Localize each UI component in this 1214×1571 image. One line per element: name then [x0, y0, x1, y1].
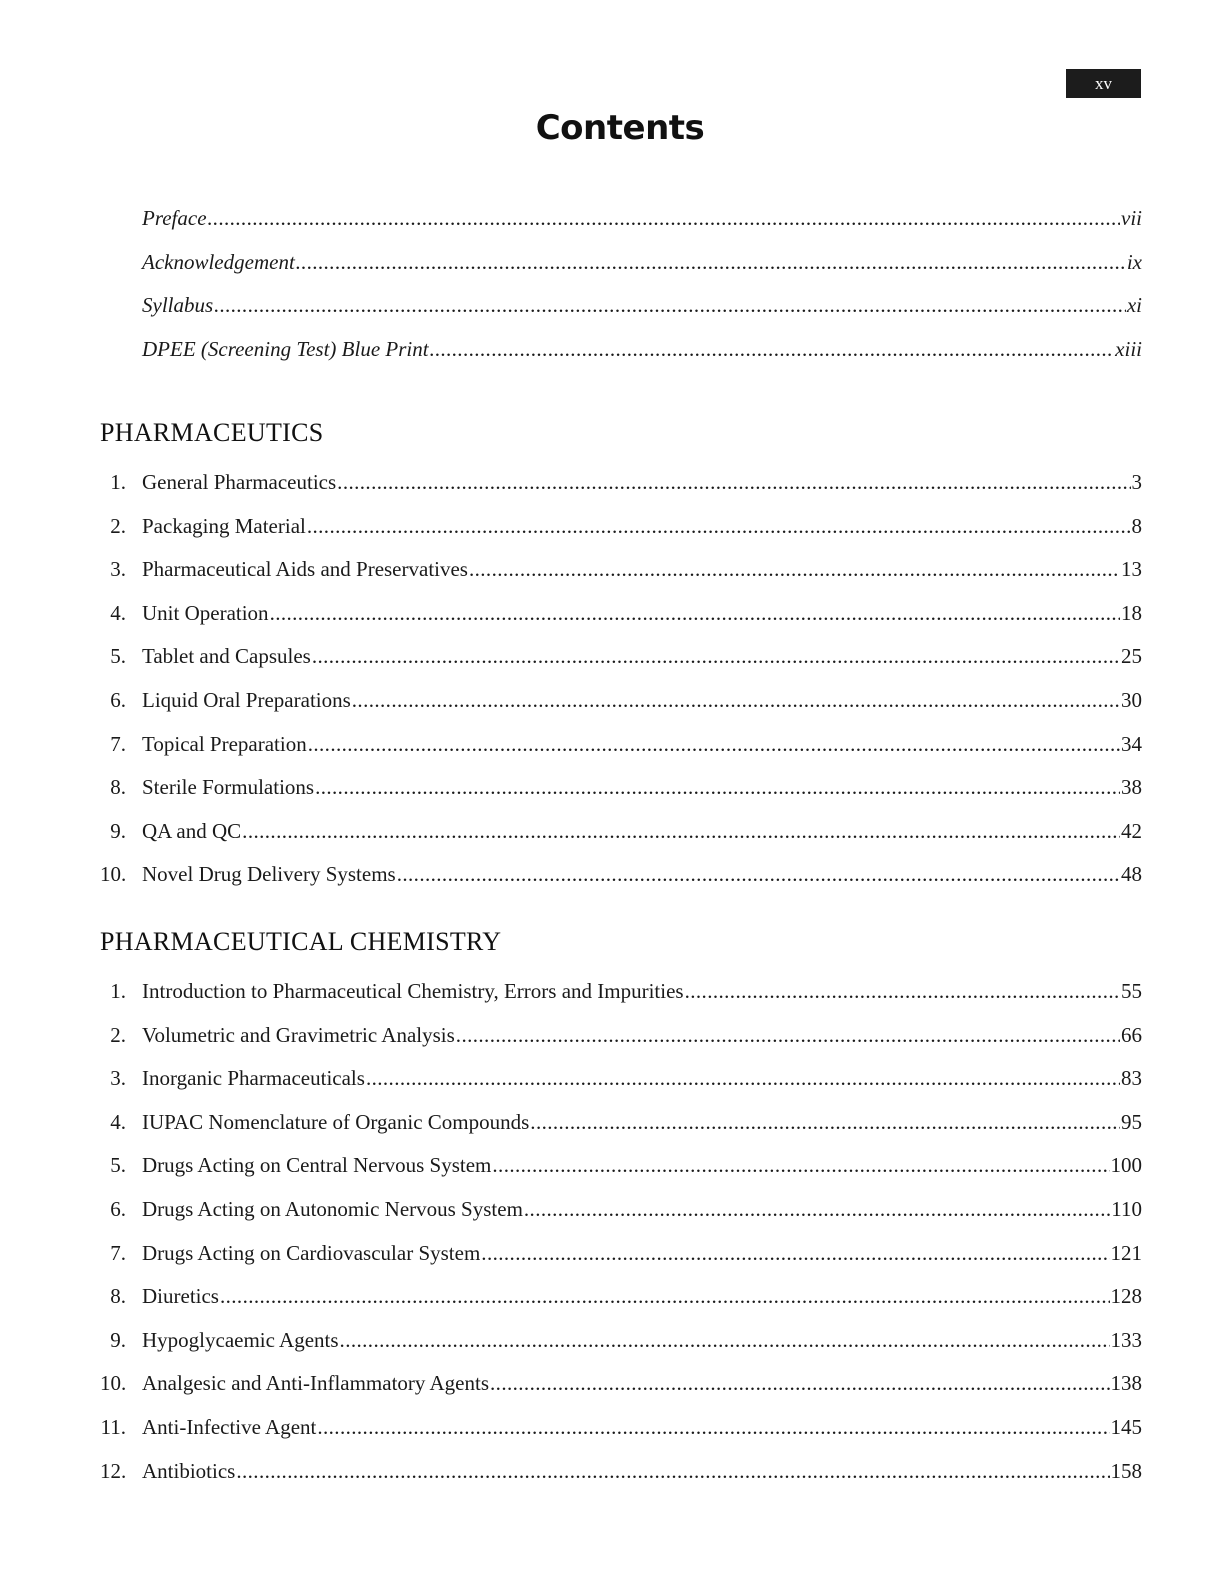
chapter-page: 128 [1110, 1284, 1142, 1309]
chapter-title: Anti-Infective Agent [142, 1414, 317, 1439]
chapter-number: 1. [110, 979, 126, 1003]
chapter-number: 10. [100, 1371, 127, 1396]
chapter-row[interactable] [100, 514, 1142, 558]
chapter-row[interactable] [100, 1241, 1142, 1285]
chapter-page: 55 [1121, 979, 1142, 1003]
dot-leader [308, 732, 1120, 757]
chapter-number: 7. [110, 731, 126, 756]
chapter-page: 25 [1121, 644, 1142, 669]
chapter-page: 42 [1121, 818, 1142, 843]
chapter-page: 48 [1121, 862, 1142, 887]
chapter-row[interactable] [100, 819, 1142, 863]
chapter-page: 133 [1110, 1327, 1142, 1352]
chapter-row[interactable] [100, 1110, 1142, 1154]
front-matter-label: Acknowledgement [142, 249, 295, 274]
chapter-row[interactable] [100, 732, 1142, 776]
chapter-row[interactable] [100, 1284, 1142, 1328]
chapter-page: 121 [1110, 1240, 1142, 1265]
chapter-title: Sterile Formulations [142, 775, 315, 800]
chapter-page: 30 [1121, 687, 1142, 712]
chapter-page: 95 [1121, 1109, 1142, 1134]
dot-leader [366, 1066, 1120, 1091]
chapter-row[interactable] [100, 775, 1142, 819]
chapter-title: Diuretics [142, 1284, 219, 1309]
front-matter-item[interactable] [142, 250, 1142, 294]
chapter-title: IUPAC Nomenclature of Organic Compounds [142, 1109, 530, 1134]
chapter-number: 9. [110, 1327, 126, 1352]
dot-leader [337, 470, 1130, 495]
chapter-row[interactable] [100, 1459, 1142, 1503]
chapter-row[interactable] [100, 1023, 1142, 1067]
dot-leader [312, 644, 1120, 669]
chapter-number: 7. [110, 1240, 126, 1265]
chapter-list-pharmaceutics [100, 470, 1142, 906]
chapter-number: 5. [110, 1153, 126, 1178]
front-matter-page: ix [1126, 249, 1142, 274]
chapter-page: 34 [1121, 731, 1142, 756]
chapter-number: 3. [110, 557, 126, 582]
dot-leader [317, 1415, 1109, 1440]
chapter-page: 13 [1121, 557, 1142, 582]
chapter-row[interactable] [100, 1153, 1142, 1197]
chapter-page: 83 [1121, 1066, 1142, 1091]
chapter-row[interactable] [100, 1371, 1142, 1415]
chapter-title: Inorganic Pharmaceuticals [142, 1066, 365, 1091]
chapter-title: Hypoglycaemic Agents [142, 1327, 339, 1352]
dot-leader [430, 337, 1115, 362]
chapter-row[interactable] [100, 1066, 1142, 1110]
chapter-title: Unit Operation [142, 600, 269, 625]
chapter-row[interactable] [100, 557, 1142, 601]
chapter-title: General Pharmaceutics [142, 470, 337, 494]
dot-leader [490, 1371, 1109, 1396]
chapter-title: Topical Preparation [142, 731, 307, 756]
dot-leader [236, 1459, 1109, 1484]
chapter-number: 10. [100, 862, 127, 887]
chapter-title: Drugs Acting on Autonomic Nervous System [142, 1196, 523, 1221]
section-heading-pharmaceutical-chemistry: PHARMACEUTICAL CHEMISTRY [100, 927, 502, 956]
chapter-row[interactable] [100, 979, 1142, 1023]
chapter-number: 4. [110, 600, 126, 625]
chapter-page: 145 [1110, 1414, 1142, 1439]
dot-leader [524, 1197, 1110, 1222]
page-number-badge: xv [1066, 69, 1141, 98]
dot-leader [685, 979, 1120, 1004]
chapter-number: 8. [110, 775, 126, 800]
front-matter-page: xiii [1115, 337, 1142, 362]
chapter-page: 110 [1111, 1196, 1142, 1221]
chapter-number: 1. [110, 470, 126, 494]
front-matter-label: Syllabus [142, 293, 214, 318]
chapter-number: 4. [110, 1109, 126, 1134]
chapter-title: Novel Drug Delivery Systems [142, 862, 396, 887]
chapter-title: Drugs Acting on Central Nervous System [142, 1153, 492, 1178]
chapter-row[interactable] [100, 862, 1142, 906]
chapter-number: 6. [110, 1196, 126, 1221]
chapter-number: 2. [110, 1022, 126, 1047]
chapter-list-pharmaceutical-chemistry [100, 979, 1142, 1502]
chapter-page: 138 [1110, 1371, 1142, 1396]
chapter-number: 2. [110, 513, 126, 538]
dot-leader [340, 1328, 1110, 1353]
chapter-number: 6. [110, 687, 126, 712]
chapter-row[interactable] [100, 688, 1142, 732]
chapter-row[interactable] [100, 1415, 1142, 1459]
chapter-title: Packaging Material [142, 513, 306, 538]
chapter-row[interactable] [100, 1328, 1142, 1372]
dot-leader [481, 1241, 1109, 1266]
chapter-number: 12. [100, 1458, 127, 1483]
dot-leader [456, 1023, 1120, 1048]
front-matter-item[interactable] [142, 337, 1142, 381]
front-matter-page: vii [1121, 206, 1142, 230]
page-title: Contents [535, 108, 705, 148]
dot-leader [469, 557, 1120, 582]
dot-leader [220, 1284, 1110, 1309]
chapter-number: 5. [110, 644, 126, 669]
front-matter-item[interactable] [142, 206, 1142, 250]
chapter-row[interactable] [100, 470, 1142, 514]
front-matter-label: Preface [142, 206, 207, 230]
chapter-number: 8. [110, 1284, 126, 1309]
chapter-page: 66 [1121, 1022, 1142, 1047]
chapter-page: 8 [1131, 513, 1142, 538]
chapter-page: 100 [1110, 1153, 1142, 1178]
chapter-number: 9. [110, 818, 126, 843]
chapter-row[interactable] [100, 1197, 1142, 1241]
chapter-page: 3 [1131, 470, 1142, 494]
front-matter-label: DPEE (Screening Test) Blue Print [142, 337, 429, 362]
front-matter-page: xi [1126, 293, 1142, 318]
chapter-title: Antibiotics [142, 1458, 236, 1483]
chapter-title: Analgesic and Anti-Inflammatory Agents [142, 1371, 490, 1396]
chapter-page: 158 [1110, 1458, 1142, 1483]
chapter-row[interactable] [100, 601, 1142, 645]
chapter-title: Introduction to Pharmaceutical Chemistry, Errors and Impurities [142, 979, 684, 1003]
chapter-number: 11. [100, 1414, 126, 1439]
dot-leader [315, 775, 1120, 800]
chapter-title: QA and QC [142, 818, 242, 843]
chapter-title: Liquid Oral Preparations [142, 687, 351, 712]
dot-leader [492, 1153, 1109, 1178]
dot-leader [270, 601, 1120, 626]
chapter-title: Pharmaceutical Aids and Preservatives [142, 557, 468, 582]
dot-leader [530, 1110, 1120, 1135]
dot-leader [307, 514, 1131, 539]
chapter-title: Tablet and Capsules [142, 644, 311, 669]
front-matter-item[interactable] [142, 293, 1142, 337]
front-matter-list [142, 206, 1142, 381]
dot-leader [214, 293, 1126, 318]
dot-leader [242, 819, 1120, 844]
section-heading-pharmaceutics: PHARMACEUTICS [100, 418, 324, 447]
dot-leader [352, 688, 1120, 713]
dot-leader [208, 206, 1120, 231]
chapter-number: 3. [110, 1066, 126, 1091]
chapter-page: 18 [1121, 600, 1142, 625]
dot-leader [296, 250, 1126, 275]
chapter-row[interactable] [100, 644, 1142, 688]
chapter-page: 38 [1121, 775, 1142, 800]
dot-leader [397, 862, 1120, 887]
chapter-title: Volumetric and Gravimetric Analysis [142, 1022, 455, 1047]
chapter-title: Drugs Acting on Cardiovascular System [142, 1240, 481, 1265]
